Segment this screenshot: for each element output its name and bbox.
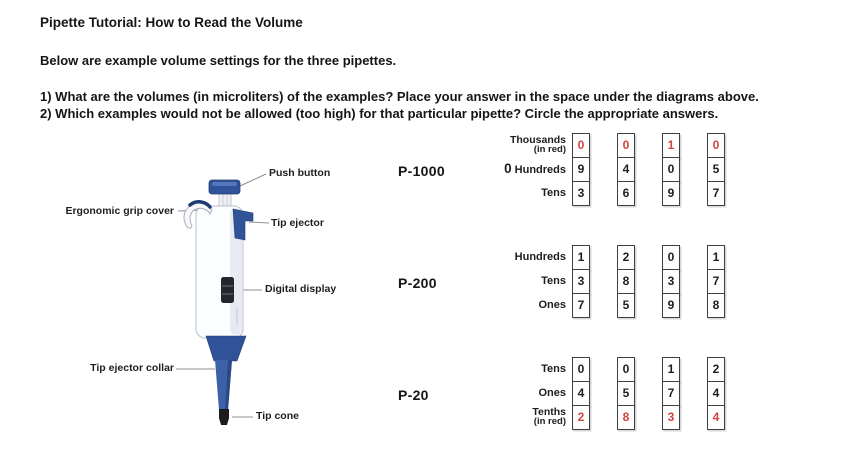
digit-cell: 9 — [662, 181, 680, 206]
question-2: 2) Which examples would not be allowed (too high) for that particular pipette? Circle the appropriate answers. — [40, 106, 719, 121]
tip-ejector-arm — [233, 209, 253, 240]
label-digital-display: Digital display — [265, 283, 337, 295]
place-label-ones: Ones — [538, 299, 566, 311]
place-labels-p200 — [395, 245, 570, 317]
digit-cell: 9 — [662, 293, 680, 318]
place-label-tenths: Tenths (in red) — [532, 405, 566, 427]
in-red-note: (in red) — [533, 416, 566, 427]
digit-cell: 1 — [707, 245, 725, 270]
digit-cell: 6 — [617, 181, 635, 206]
label-tip-cone: Tip cone — [256, 410, 299, 422]
digit-cell: 1 — [662, 357, 680, 382]
example-column — [572, 357, 590, 430]
tip-ejector-collar-part — [206, 336, 246, 361]
digit-cell: 7 — [707, 269, 725, 294]
page-title: Pipette Tutorial: How to Read the Volume — [40, 15, 303, 30]
digit-cell: 0 — [707, 133, 725, 158]
digit-cell: 1 — [662, 133, 680, 158]
digit-cell: 1 — [572, 245, 590, 270]
label-ergonomic-grip-cover: Ergonomic grip cover — [65, 205, 174, 217]
digit-cell: 4 — [707, 405, 725, 430]
digit-cell: 5 — [707, 157, 725, 182]
place-label-thousands: Thousands (in red) — [509, 133, 566, 155]
digit-cell: 0 — [662, 157, 680, 182]
in-red-note: (in red) — [533, 144, 566, 155]
example-column — [707, 357, 725, 430]
setting-row-p200 — [395, 245, 735, 317]
place-label-tens: Tens — [541, 275, 566, 287]
digit-cell: 3 — [572, 269, 590, 294]
question-1: 1) What are the volumes (in microliters) of the examples? Place your answer in the space under the diagrams above. — [40, 89, 759, 104]
digit-cell: 0 — [617, 357, 635, 382]
place-label-tens: Tens — [541, 187, 566, 199]
digit-cell: 7 — [662, 381, 680, 406]
example-column — [707, 245, 725, 318]
example-column — [707, 133, 725, 206]
intro-text: Below are example volume settings for the three pipettes. — [40, 53, 397, 68]
digit-cell: 2 — [617, 245, 635, 270]
digit-cell: 7 — [707, 181, 725, 206]
pipette-name-p20: P-20 — [398, 387, 429, 403]
digit-cell: 0 — [572, 357, 590, 382]
setting-row-p20 — [395, 357, 735, 429]
example-column — [662, 357, 680, 430]
digit-cell: 4 — [707, 381, 725, 406]
pipette-illustration — [60, 160, 360, 450]
place-labels-p1000 — [395, 133, 570, 205]
digit-cell: 2 — [707, 357, 725, 382]
digit-cell: 5 — [617, 381, 635, 406]
place-labels-p20 — [395, 357, 570, 429]
pipette-name-p200: P-200 — [398, 275, 437, 291]
example-column — [617, 245, 635, 318]
example-column — [662, 245, 680, 318]
example-column — [572, 245, 590, 318]
digit-cell: 3 — [662, 405, 680, 430]
label-push-button: Push button — [269, 167, 331, 179]
hundreds-zero-prefix: 0 — [504, 161, 512, 176]
digit-cell: 8 — [617, 405, 635, 430]
digit-cell: 0 — [662, 245, 680, 270]
push-button-cap — [209, 180, 240, 194]
example-column — [617, 357, 635, 430]
pipette-name-p1000: P-1000 — [398, 163, 445, 179]
place-label-ones: Ones — [538, 387, 566, 399]
place-label-hundreds: Hundreds — [514, 251, 566, 263]
digit-cell: 0 — [617, 133, 635, 158]
label-tip-ejector-collar: Tip ejector collar — [90, 362, 174, 374]
place-label-hundreds: 0 Hundreds — [504, 161, 566, 176]
digit-cell: 5 — [617, 293, 635, 318]
digit-cell: 0 — [572, 133, 590, 158]
digit-cell: 2 — [572, 405, 590, 430]
example-column — [617, 133, 635, 206]
setting-row-p1000 — [395, 133, 735, 205]
example-column — [662, 133, 680, 206]
digit-cell: 4 — [572, 381, 590, 406]
digit-cell: 3 — [572, 181, 590, 206]
digit-cell: 7 — [572, 293, 590, 318]
digit-cell: 9 — [572, 157, 590, 182]
digit-cell: 3 — [662, 269, 680, 294]
digit-cell: 4 — [617, 157, 635, 182]
digit-cell: 8 — [707, 293, 725, 318]
label-tip-ejector: Tip ejector — [271, 217, 324, 229]
example-column — [572, 133, 590, 206]
digit-cell: 8 — [617, 269, 635, 294]
tip-cone-part — [219, 409, 229, 425]
shaft — [215, 360, 232, 410]
place-label-tens: Tens — [541, 363, 566, 375]
